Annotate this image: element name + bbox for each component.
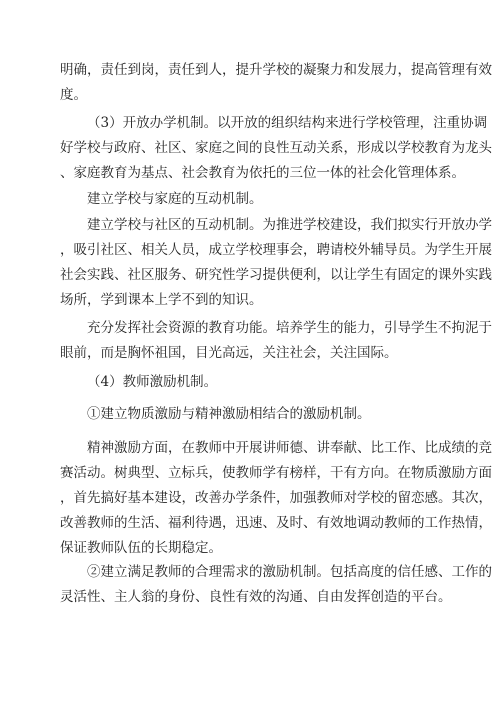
text-line: 好学校与政府、社区、家庭之间的良性互动关系，形成以学校教育为龙头: [60, 140, 492, 156]
text-line: ①建立物质激励与精神激励相结合的激励机制。: [87, 406, 371, 422]
text-line: 充分发挥社会资源的教育功能。培养学生的能力，引导学生不拘泥于: [87, 320, 492, 336]
text-line: （4）教师激励机制。: [87, 374, 218, 390]
paragraph-social-resources: [60, 316, 492, 366]
paragraph-incentive-item-1: [60, 402, 440, 427]
paragraph-school-community-interaction: [60, 213, 492, 313]
text-line: 保证教师队伍的长期稳定。: [60, 540, 222, 556]
text-line: 灵活性、主人翁的身份、良性有效的沟通、自由发挥创造的平台。: [60, 589, 452, 605]
text-line: 赛活动。树典型、立标兵，使教师学有榜样，干有方向。在物质激励方面: [60, 465, 492, 481]
text-line: ②建立满足教师的合理需求的激励机制。包括高度的信任感、工作的: [87, 564, 492, 580]
text-line: 度。: [60, 87, 87, 103]
text-line: 改善教师的生活、福利待遇，迅速、及时、有效地调动教师的工作热情，: [60, 515, 492, 531]
text-line: 建立学校与家庭的互动机制。: [87, 191, 263, 207]
text-line: 明确，责任到岗，责任到人，提升学校的凝聚力和发展力，提高管理有效: [60, 62, 492, 78]
paragraph-spiritual-material-incentive: [60, 436, 492, 561]
text-line: 眼前，而是胸怀祖国，目光高远，关注社会，关注国际。: [60, 345, 398, 361]
paragraph-open-school-mechanism: [60, 111, 492, 186]
paragraph-incentive-item-2: [60, 560, 492, 610]
text-line: ，吸引社区、相关人员，成立学校理事会，聘请校外辅导员。为学生开展: [60, 242, 492, 258]
text-line: ，首先搞好基本建设，改善办学条件，加强教师对学校的留恋感。其次，: [60, 490, 492, 506]
text-line: 场所，学到课本上学不到的知识。: [60, 292, 263, 308]
text-line: 、家庭教育为基点、社会教育为依托的三位一体的社会化管理体系。: [60, 165, 465, 181]
text-line: 精神激励方面，在教师中开展讲师德、讲奉献、比工作、比成绩的竞: [87, 440, 492, 456]
paragraph-school-family-interaction: [60, 187, 440, 212]
text-line: 社会实践、社区服务、研究性学习提供便利，以让学生有固定的课外实践: [60, 267, 492, 283]
paragraph-management-effectiveness: [60, 58, 492, 108]
paragraph-teacher-incentive-heading: [60, 370, 440, 395]
text-line: 建立学校与社区的互动机制。为推进学校建设，我们拟实行开放办学: [87, 217, 492, 233]
text-line: （3）开放办学机制。以开放的组织结构来进行学校管理，注重协调: [87, 115, 488, 131]
